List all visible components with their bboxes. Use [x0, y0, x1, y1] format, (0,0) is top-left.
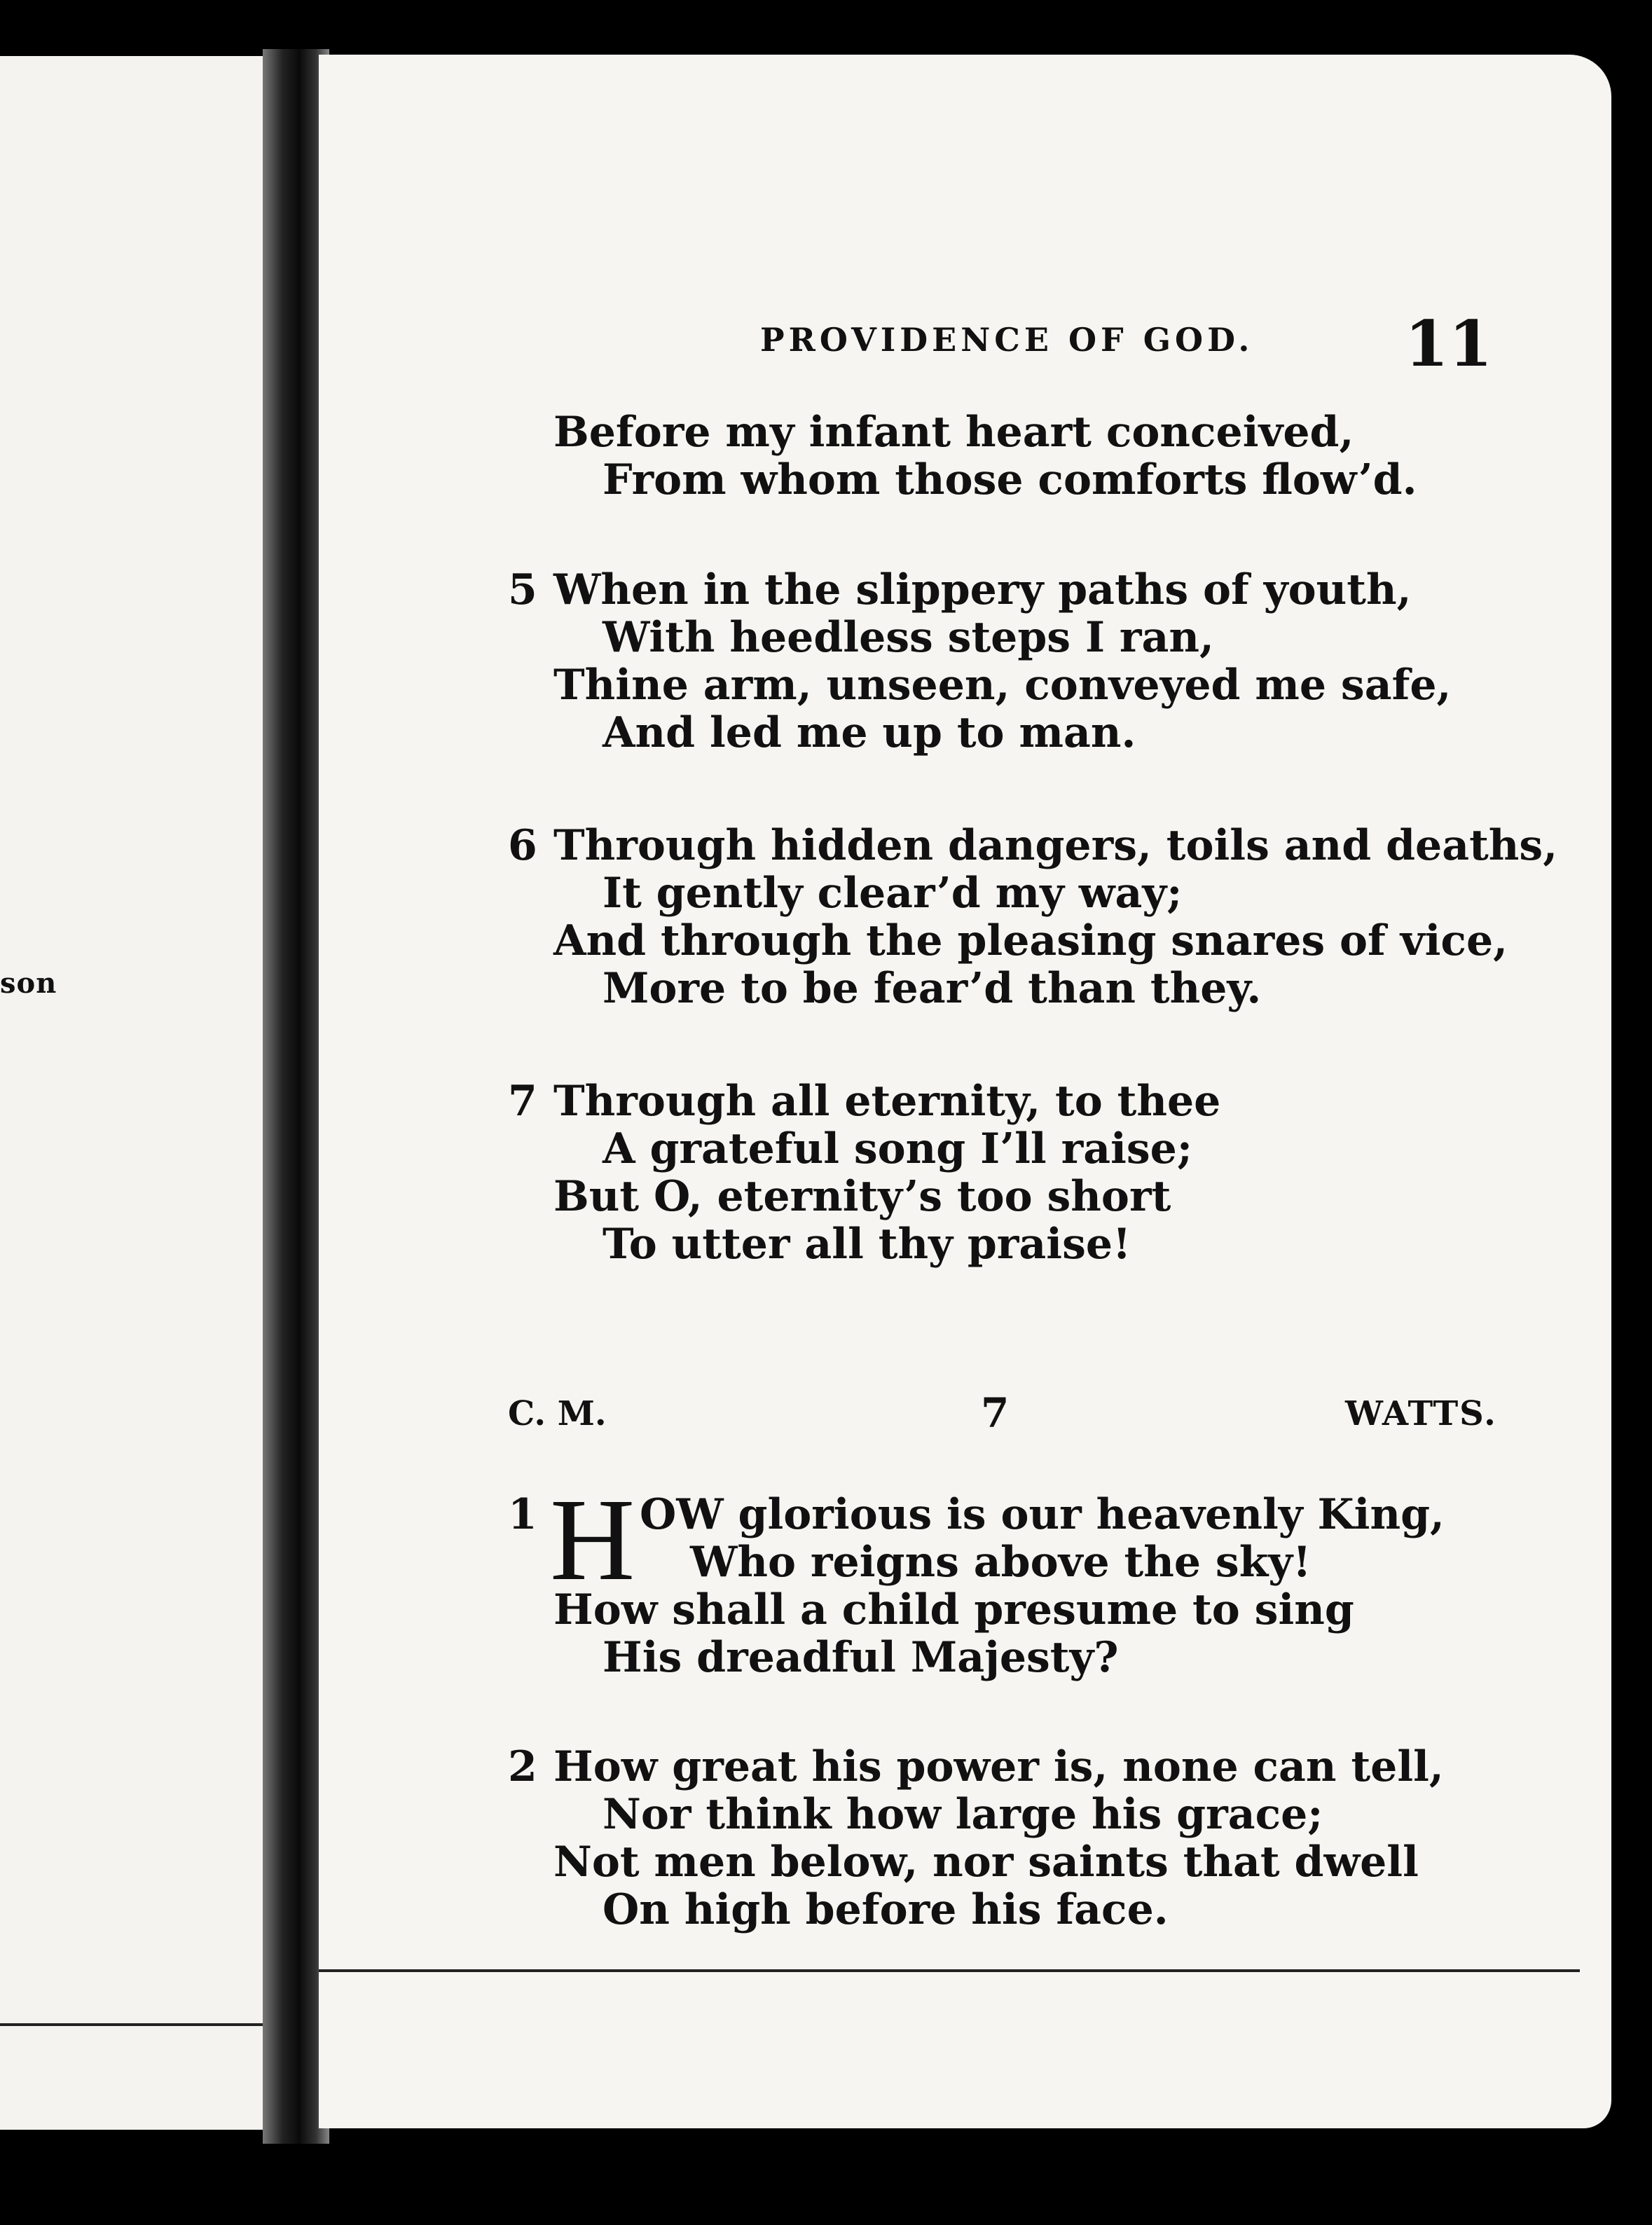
verse-number: 1: [508, 1490, 537, 1539]
hymn-line: How great his power is, none can tell,: [553, 1742, 1444, 1791]
hymn-line: It gently clear’d my way;: [603, 869, 1183, 918]
hymn-line: And led me up to man.: [603, 708, 1136, 757]
hymn-line: Not men below, nor saints that dwell: [553, 1838, 1419, 1887]
bottom-rule: [319, 1969, 1580, 1972]
hymn-meter: C. M.: [508, 1394, 607, 1433]
hymn-line: With heedless steps I ran,: [603, 613, 1214, 662]
hymnal-page: [319, 55, 1611, 2128]
hymn-line: A grateful song I’ll raise;: [603, 1124, 1192, 1173]
facing-page-rule: [0, 2023, 266, 2026]
hymn-line: Thine arm, unseen, conveyed me safe,: [553, 661, 1452, 710]
hymn-author: WATTS.: [1345, 1394, 1497, 1433]
verse-number: 7: [508, 1077, 537, 1126]
hymn-number: 7: [981, 1389, 1010, 1437]
page-number: 11: [1405, 307, 1493, 381]
hymn-line: On high before his face.: [603, 1885, 1169, 1934]
verse-number: 6: [508, 821, 537, 870]
hymn-line: How shall a child presume to sing: [553, 1585, 1354, 1634]
hymn-line: But O, eternity’s too short: [553, 1172, 1171, 1221]
verse-number: 2: [508, 1742, 537, 1791]
running-head: PROVIDENCE OF GOD.: [760, 321, 1254, 359]
hymn-line: Nor think how large his grace;: [603, 1790, 1323, 1839]
verse-number: 5: [508, 565, 537, 614]
hymn-line: Through all eternity, to thee: [553, 1077, 1221, 1126]
hymn-line: Before my infant heart conceived,: [553, 408, 1354, 457]
hymn-line: To utter all thy praise!: [603, 1220, 1131, 1269]
facing-page-edge: [0, 56, 294, 2130]
hymn-line: And through the pleasing snares of vice,: [553, 916, 1508, 965]
hymn-line: From whom those comforts flow’d.: [603, 455, 1417, 504]
hymn-line: When in the slippery paths of youth,: [553, 565, 1412, 614]
facing-page-text-fragment: son: [0, 967, 57, 1000]
hymn-line: Through hidden dangers, toils and deaths,: [553, 821, 1558, 870]
hymn-line: Who reigns above the sky!: [690, 1538, 1312, 1587]
hymn-line: More to be fear’d than they.: [603, 964, 1262, 1013]
hymn-line: His dreadful Majesty?: [603, 1633, 1119, 1682]
drop-cap: H: [550, 1475, 635, 1605]
hymn-line: OW glorious is our heavenly King,: [640, 1490, 1445, 1539]
